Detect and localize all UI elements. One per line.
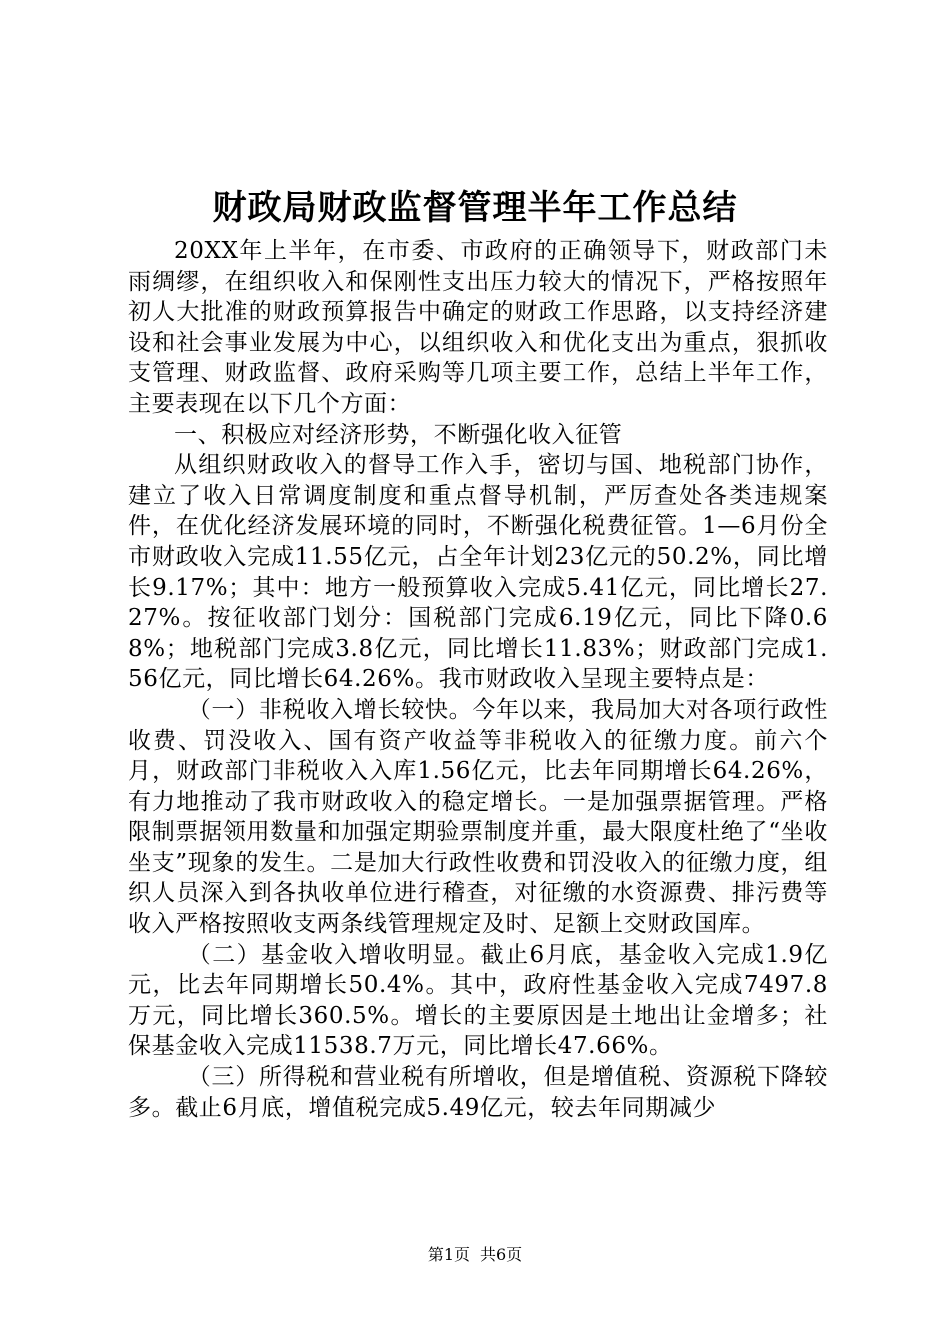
paragraph-tax: （三）所得税和营业税有所增收，但是增值税、资源税下降较多。截止6月底，增值税完成5.49亿元，较去年同期减少 [128, 1064, 828, 1121]
page-total: 共6页 [480, 1245, 523, 1264]
paragraph-fund: （二）基金收入增收明显。截止6月底，基金收入完成1.9亿元，比去年同期增长50.4%。其中，政府性基金收入完成7497.8万元，同比增长360.5%。增长的主要原因是土地出让金增多；社保基金收入完成11538.7万元，同比增长47.66%。 [128, 941, 828, 1060]
page-footer [0, 1244, 950, 1266]
paragraph-intro: 20XX年上半年，在市委、市政府的正确领导下，财政部门未雨绸缪，在组织收入和保刚性支出压力较大的情况下，严格按照年初人大批准的财政预算报告中确定的财政工作思路，以支持经济建设和社会事业发展为中心，以组织收入和优化支出为重点，狠抓收支管理、财政监督、政府采购等几项主要工作，总结上半年工作，主要表现在以下几个方面： [128, 238, 828, 417]
document-title: 财政局财政监督管理半年工作总结 [212, 188, 738, 228]
page-number: 第1页 [427, 1245, 470, 1264]
document-body [128, 236, 828, 1123]
section-heading-1: 一、积极应对经济形势，不断强化收入征管 [174, 421, 623, 448]
paragraph-non-tax: （一）非税收入增长较快。今年以来，我局加大对各项行政性收费、罚没收入、国有资产收益等非税收入的征缴力度。前六个月，财政部门非税收入入库1.56亿元，比去年同期增长64.26%，有力地推动了我市财政收入的稳定增长。一是加强票据管理。严格限制票据领用数量和加强定期验票制度并重，最大限度杜绝了“坐收坐支”现象的发生。二是加大行政性收费和罚没收入的征缴力度，组织人员深入到各执收单位进行稽查，对征缴的水资源费、排污费等收入严格按照收支两条线管理规定及时、足额上交财政国库。 [128, 696, 828, 938]
paragraph-revenue: 从组织财政收入的督导工作入手，密切与国、地税部门协作，建立了收入日常调度制度和重点督导机制，严厉查处各类违规案件，在优化经济发展环境的同时，不断强化税费征管。1—6月份全市财政收入完成11.55亿元，占全年计划23亿元的50.2%，同比增长9.17%；其中：地方一般预算收入完成5.41亿元，同比增长27.27%。按征收部门划分：国税部门完成6.19亿元，同比下降0.68%；地税部门完成3.8亿元，同比增长11.83%；财政部门完成1.56亿元，同比增长64.26%。我市财政收入呈现主要特点是： [128, 452, 828, 693]
